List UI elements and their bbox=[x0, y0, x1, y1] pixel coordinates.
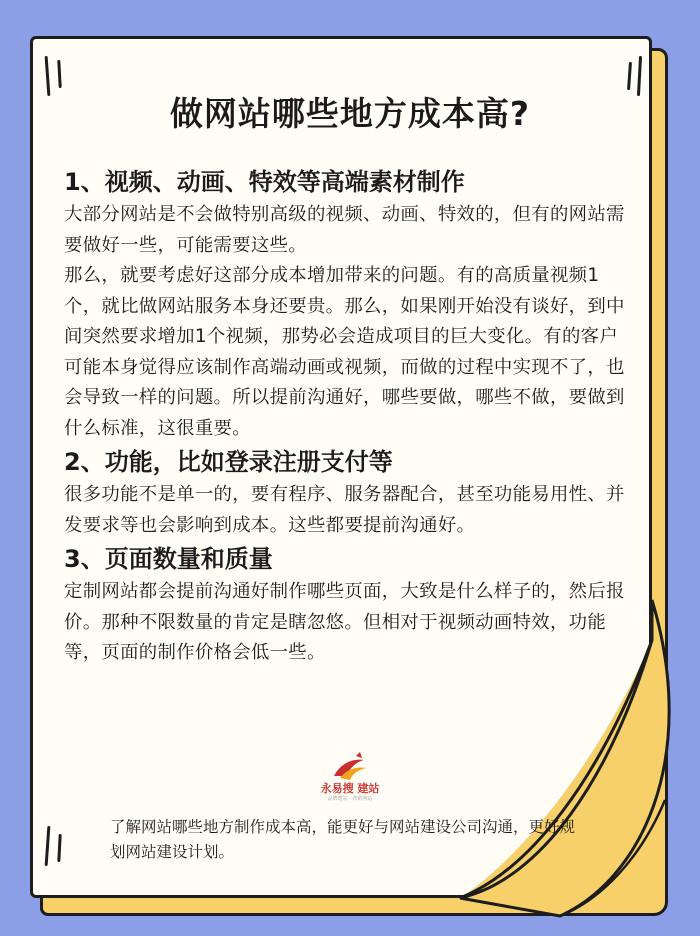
logo-name: 永易搜 建站 bbox=[320, 782, 380, 795]
section-video bbox=[64, 164, 634, 444]
section-paragraph: 定制网站都会提前沟通好制作哪些页面，大致是什么样子的，然后报价。那种不限数量的肯定是瞎忽悠。但相对于视频动画特效，功能等，页面的制作价格会低一些。 bbox=[64, 581, 625, 663]
section-heading: 3、页面数量和质量 bbox=[64, 545, 273, 573]
footer-note: 了解网站哪些地方制作成本高，能更好与网站建设公司沟通，更好规划网站建设计划。 bbox=[110, 818, 576, 861]
section-heading: 1、视频、动画、特效等高端素材制作 bbox=[64, 168, 465, 196]
logo-tagline: 品牌建站 · 营销网站 bbox=[327, 796, 373, 802]
section-paragraph: 大部分网站是不会做特别高级的视频、动画、特效的，但有的网站需要做好一些，可能需要这些。 bbox=[64, 204, 625, 256]
section-paragraph: 那么，就要考虑好这部分成本增加带来的问题。有的高质量视频1个，就比做网站服务本身还要贵。那么，如果刚开始没有谈好，到中间突然要求增加1个视频，那势必会造成项目的巨大变化。有的客户可能本身觉得应该制作高端动画或视频，而做的过程中实现不了，也会导致一样的问题。所以提前沟通好，哪些要做，哪些不做，要做到什么标准，这很重要。 bbox=[64, 265, 625, 439]
section-paragraph: 很多功能不是单一的，要有程序、服务器配合，甚至功能易用性、并发要求等也会影响到成本。这些都要提前沟通好。 bbox=[64, 484, 625, 536]
section-heading: 2、功能，比如登录注册支付等 bbox=[64, 448, 393, 476]
section-features bbox=[64, 444, 634, 541]
logo-mark-icon bbox=[300, 752, 400, 782]
brand-logo bbox=[300, 752, 400, 808]
article-body bbox=[64, 164, 634, 669]
page-title: 做网站哪些地方成本高? bbox=[169, 94, 531, 133]
section-pages bbox=[64, 541, 634, 669]
